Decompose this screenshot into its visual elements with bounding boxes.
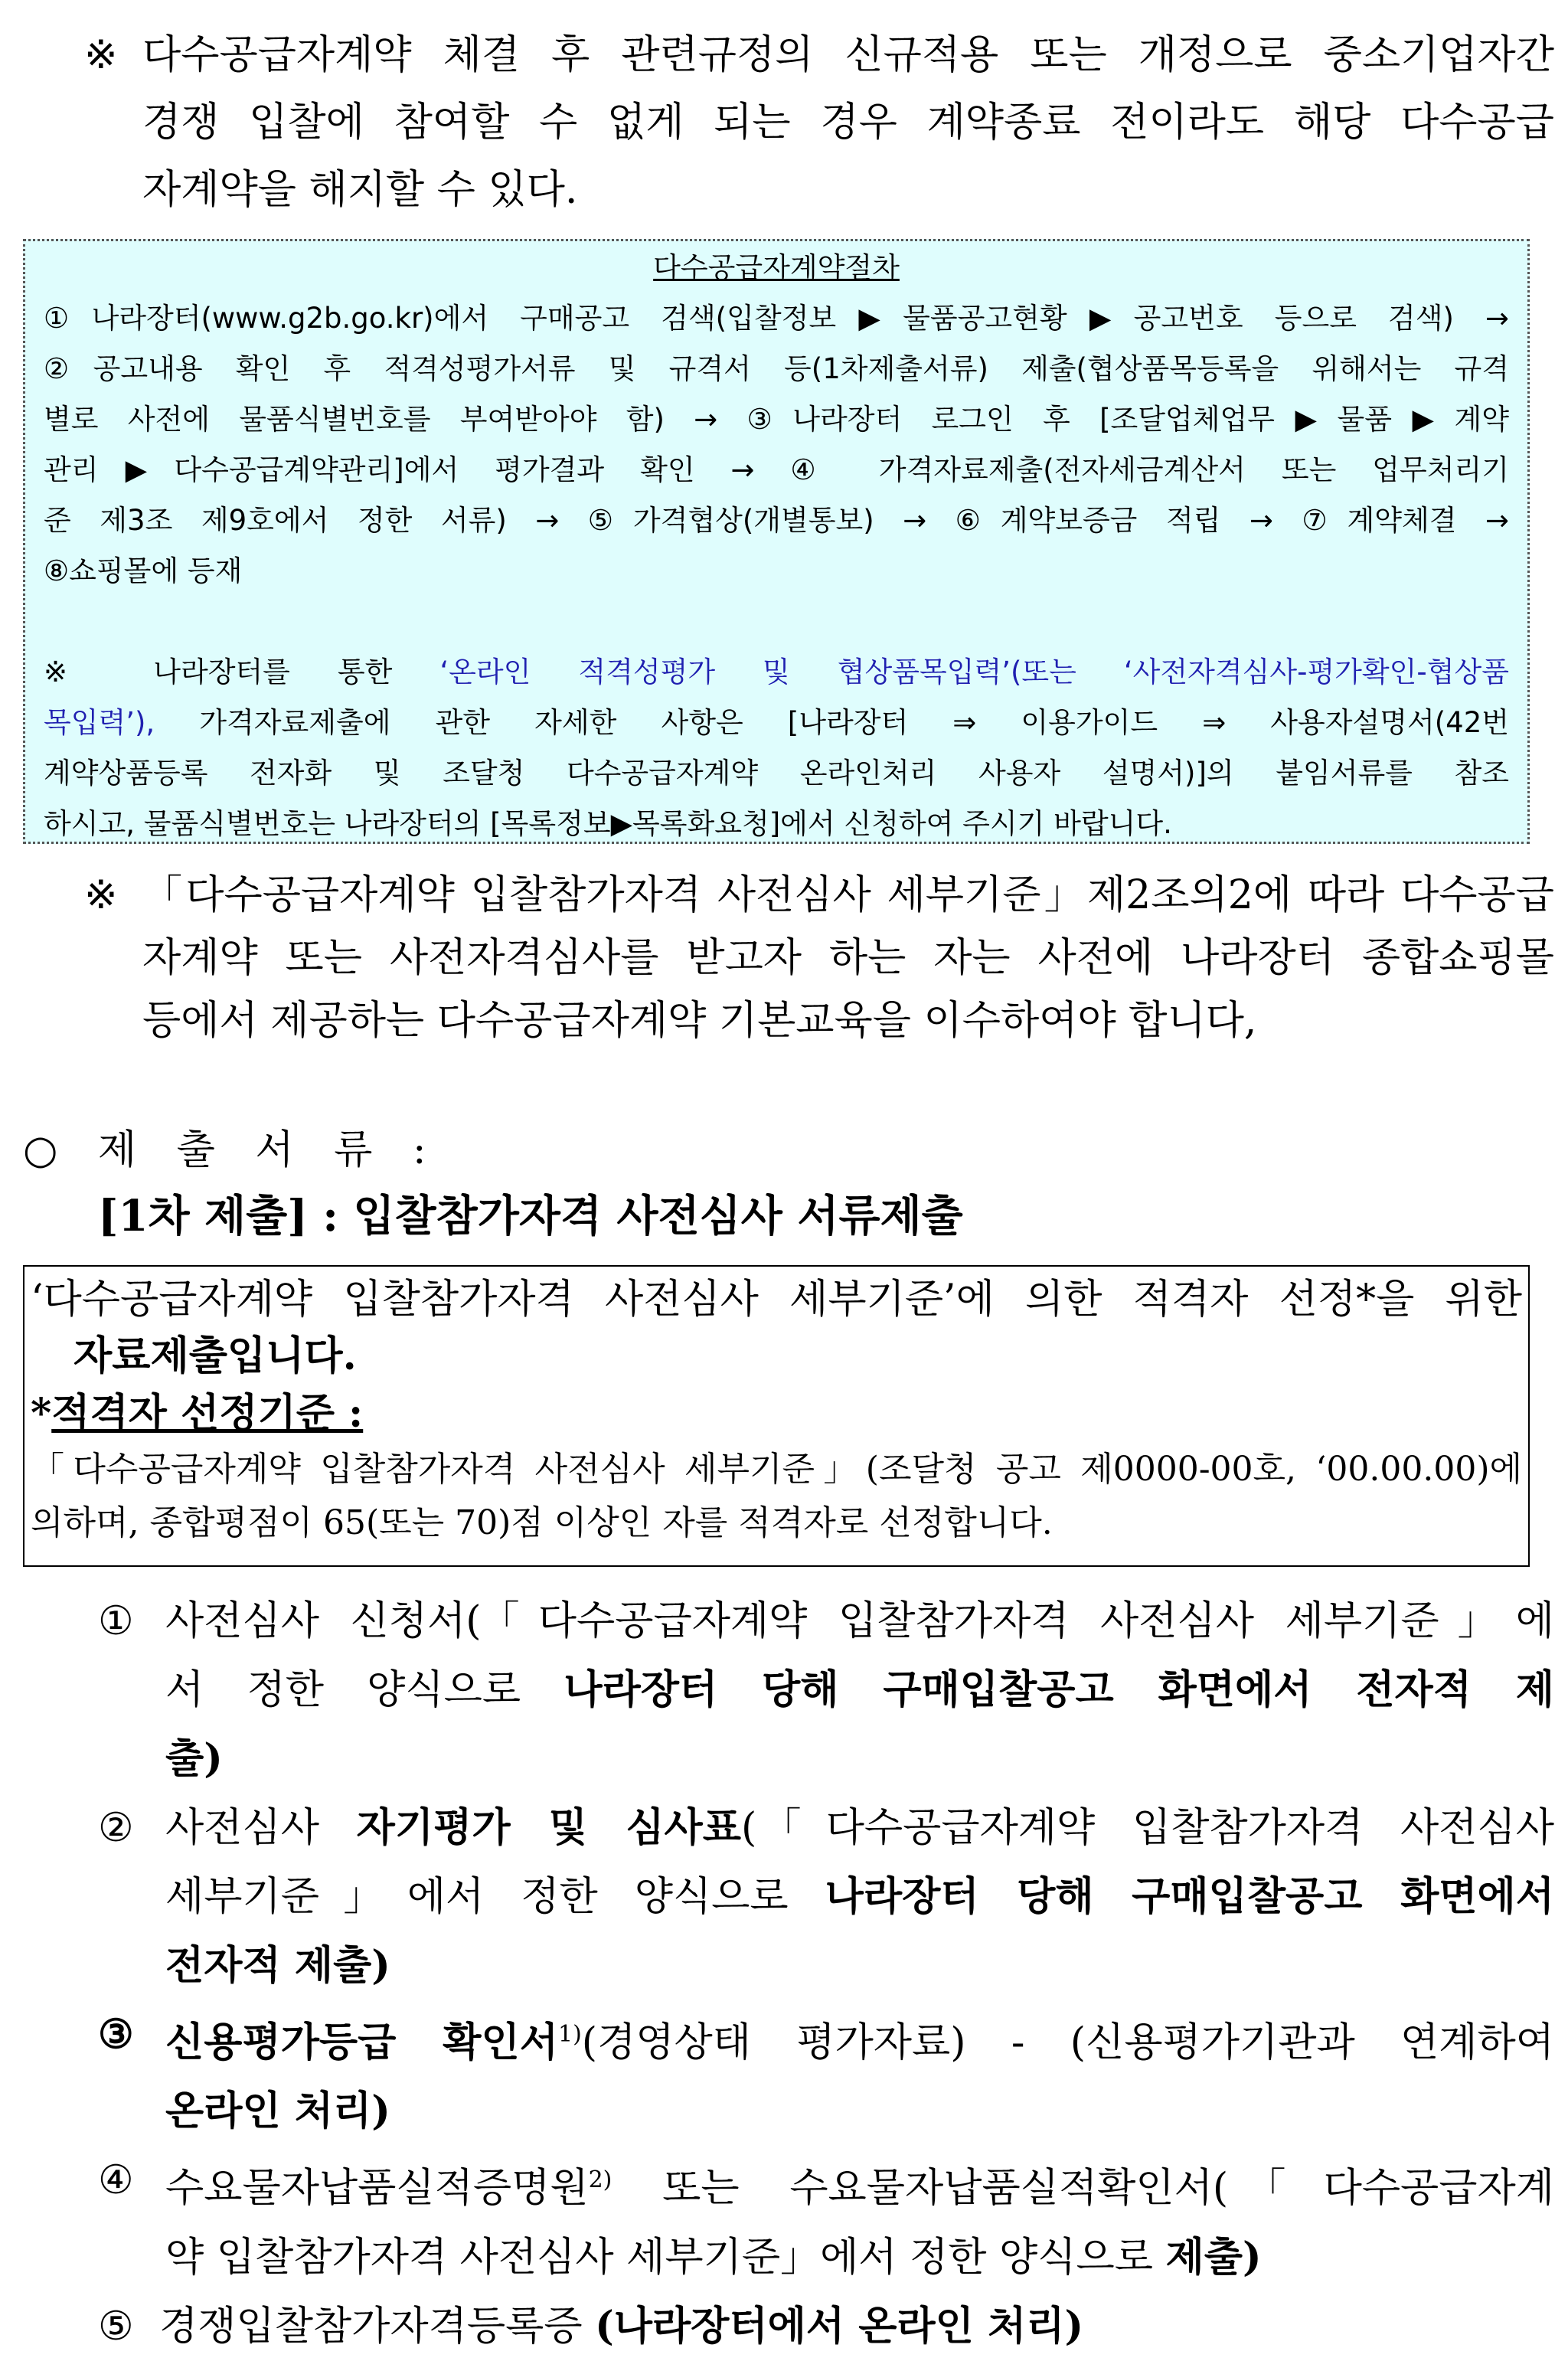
- education-notice: [84, 864, 1554, 1052]
- criteria-line: ‘다수공급자계약 입찰참가자격 사전심사 세부기준’에 의한 적격자 선정*을 위한: [31, 1277, 1522, 1323]
- procedure-line: 준 제3조 제9호에서 정한 서류) → ⑤가격협상(개별통보) → ⑥계약보증금 적립 → ⑦계약체결 →: [44, 504, 1509, 537]
- procedure-note-line: [44, 647, 1509, 698]
- note-highlight: 목입력’),: [44, 706, 155, 739]
- list-item: [98, 2146, 1554, 2291]
- item-line: [165, 1725, 1554, 1794]
- stage-heading: [1차 제출] : 입찰참가자격 사전심사 서류제출: [98, 1191, 963, 1241]
- item-bold-text: 자기평가 및 심사표: [356, 1804, 742, 1851]
- procedure-line: 별로 사전에 물품식별번호를 부여받아야 함) → ③나라장터 로그인 후 [조달업체업무▶물품▶계약: [44, 403, 1509, 436]
- list-item: [98, 2292, 1554, 2361]
- submission-header: ○ 제 출 서 류 :: [23, 1127, 440, 1173]
- item-text: 사전심사: [165, 1805, 357, 1851]
- item-line: [165, 1794, 1554, 1862]
- item-line: [165, 2146, 1554, 2222]
- item-text: 경쟁입찰참가자격등록증: [159, 2303, 596, 2350]
- criteria-heading-text: 적격자 선정기준 :: [51, 1390, 364, 1437]
- item-bold-text: 나라장터 당해 구매입찰공고 화면에서 전자적 제: [564, 1666, 1554, 1713]
- procedure-note-line: [44, 698, 1509, 748]
- item-line: [165, 1931, 1554, 2000]
- procedure-line: ②공고내용 확인 후 적격성평가서류 및 규격서 등(1차제출서류) 제출(협상품목등록을 위해서는 규격: [44, 352, 1509, 385]
- item-bold-text: 전자적 제출): [165, 1942, 390, 1989]
- list-item: [98, 2000, 1554, 2146]
- item-text: 서 정한 양식으로: [165, 1667, 564, 1713]
- item-text: 세부기준」에서 정한 양식으로: [165, 1874, 825, 1920]
- criteria-line: 「다수공급자계약 입찰참가자격 사전심사 세부기준」(조달청 공고 제0000-00호, ‘00.00.00)에: [31, 1450, 1522, 1489]
- footnote-mark: 1): [558, 2021, 582, 2048]
- procedure-box: [23, 239, 1530, 844]
- item-text: 또는 수요물자납품실적확인서(「다수공급자계: [612, 2165, 1554, 2212]
- item-bold-text: 온라인 처리): [165, 2088, 390, 2135]
- procedure-note-line: 하시고, 물품식별번호는 나라장터의 [목록정보▶목록화요청]에서 신청하여 주시기 바랍니다.: [44, 807, 1172, 840]
- item-text: 약 입찰참가자격 사전심사 세부기준」에서 정한 양식으로: [165, 2234, 1166, 2281]
- contract-termination-notice: [84, 21, 1554, 224]
- item-bold-text: 제출): [1165, 2233, 1262, 2281]
- item-line: [159, 2292, 1554, 2361]
- item-text: (「다수공급자계약 입찰참가자격 사전심사: [741, 1805, 1554, 1851]
- notice-line: 자계약을 해지할 수 있다.: [142, 167, 578, 213]
- note-text: ※ 나라장터를 통한: [44, 656, 440, 688]
- item-number: ②: [98, 1805, 134, 1851]
- notice-line: 등에서 제공하는 다수공급자계약 기본교육을 이수하여야 합니다,: [142, 998, 1257, 1044]
- item-bold-text: 출): [165, 1735, 223, 1782]
- item-number: ③: [98, 2011, 134, 2058]
- procedure-line: ①나라장터(www.g2b.go.kr)에서 구매공고 검색(입찰정보▶물품공고현황▶공고번호 등으로 검색) →: [44, 302, 1509, 335]
- procedure-note-line: 계약상품등록 전자화 및 조달청 다수공급자계약 온라인처리 사용자 설명서)]의 붙임서류를 참조: [44, 757, 1509, 790]
- item-line: [165, 1862, 1554, 1931]
- item-line: 사전심사 신청서(「다수공급자계약 입찰참가자격 사전심사 세부기준」에: [165, 1598, 1554, 1644]
- item-number: ①: [98, 1598, 134, 1644]
- reference-mark: ※: [84, 32, 118, 78]
- item-bold-text: 신용평가등급 확인서: [165, 2019, 558, 2066]
- criteria-line: 자료제출입니다.: [74, 1333, 357, 1379]
- item-bold-text: 나라장터 당해 구매입찰공고 화면에서: [825, 1873, 1554, 1920]
- list-item: [98, 1587, 1554, 1794]
- reference-mark: ※: [84, 872, 118, 918]
- item-line: [165, 2223, 1554, 2292]
- notice-line: 자계약 또는 사전자격심사를 받고자 하는 자는 사전에 나라장터 종합쇼핑몰: [142, 935, 1554, 981]
- item-line: [165, 2077, 1554, 2146]
- item-text: 수요물자납품실적증명원: [165, 2165, 589, 2212]
- note-text: 가격자료제출에 관한 자세한 사항은 [나라장터 ⇒ 이용가이드 ⇒ 사용자설명서(42번: [155, 706, 1509, 739]
- footnote-mark: 2): [588, 2166, 612, 2194]
- item-bold-text: (나라장터에서 온라인 처리): [595, 2302, 1084, 2350]
- notice-line: 「다수공급자계약 입찰참가자격 사전심사 세부기준」제2조의2에 따라 다수공급: [142, 872, 1554, 918]
- item-number: ④: [98, 2157, 134, 2204]
- item-line: [165, 2000, 1554, 2077]
- notice-line: 경쟁 입찰에 참여할 수 없게 되는 경우 계약종료 전이라도 해당 다수공급: [142, 100, 1554, 146]
- item-number: ⑤: [98, 2303, 134, 2350]
- document-list: [98, 1587, 1554, 2361]
- note-highlight: ‘온라인 적격성평가 및 협상품목입력’(또는 ‘사전자격심사-평가확인-협상품: [439, 656, 1509, 688]
- procedure-line: 관리▶다수공급계약관리]에서 평가결과 확인 → ④ 가격자료제출(전자세금계산서 또는 업무처리기: [44, 453, 1509, 486]
- procedure-line: ⑧쇼핑몰에 등재: [44, 554, 243, 587]
- notice-line: 다수공급자계약 체결 후 관련규정의 신규적용 또는 개정으로 중소기업자간: [142, 32, 1554, 78]
- criteria-heading: [31, 1385, 1522, 1443]
- criteria-line: 의하며, 종합평점이 65(또는 70)점 이상인 자를 적격자로 선정합니다.: [31, 1503, 1053, 1542]
- asterisk: *: [31, 1390, 52, 1437]
- list-item: [98, 1794, 1554, 2000]
- procedure-title: 다수공급자계약절차: [653, 251, 900, 284]
- item-line: [165, 1656, 1554, 1725]
- item-text: (경영상태 평가자료) - (신용평가기관과 연계하여: [581, 2019, 1554, 2066]
- criteria-box: [23, 1265, 1530, 1567]
